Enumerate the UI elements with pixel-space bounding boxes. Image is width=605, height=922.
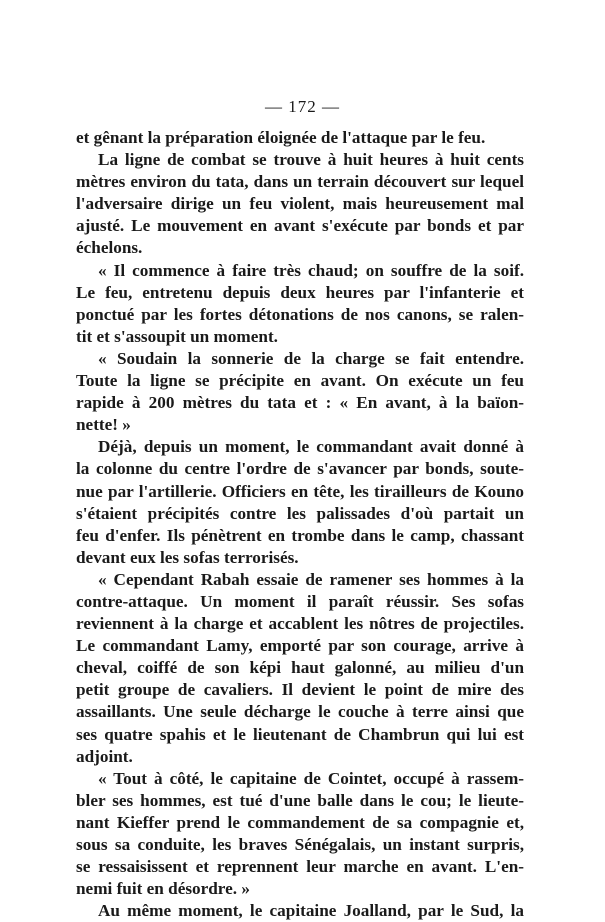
text-line: sous sa conduite, les braves Sénégalais, un instant surpris, [76,835,524,854]
text-line: reviennent à la charge et accablent les nôtres de projectiles. [76,614,524,634]
text-line: feu d'enfer. Ils pénètrent en trombe dans le camp, chassant [76,525,524,545]
text-line: nue par l'artillerie. Officiers en tête, les tirailleurs de Kouno [76,481,524,501]
text-line: l'adversaire dirige un feu violent, mais heureusement mal [76,194,524,214]
text-line: assaillants. Une seule décharge le couche à terre ainsi que [76,702,524,722]
text-line: nemi fuit en désordre. » [76,879,250,899]
text-line: bler ses hommes, est tué d'une balle dans le cou; le lieute- [76,790,524,810]
text-line: nette! » [76,415,131,435]
text-line: ponctué par les fortes détonations de nos canons, se ralen- [76,304,524,324]
page-number: — 172 — [265,97,340,116]
text-line: ses quatre spahis et le lieutenant de Chambrun qui lui est [76,724,524,744]
text-line: Toute la ligne se précipite en avant. On exécute un feu [76,371,524,391]
text-line: ajusté. Le mouvement en avant s'exécute par bonds et par [76,216,524,236]
text-line: Le commandant Lamy, emporté par son courage, arrive à [76,636,524,656]
text-line: s'étaient précipités contre les palissades d'où partait un [76,503,524,523]
text-line: « Soudain la sonnerie de la charge se fait entendre. [98,348,524,368]
text-line: Déjà, depuis un moment, le commandant avait donné à [98,437,524,457]
text-line: rapide à 200 mètres du tata et : « En avant, à la baïon- [76,393,524,413]
text-line: « Cependant Rabah essaie de ramener ses hommes à la [98,569,524,589]
text-line: cheval, coiffé de son képi haut galonné, au milieu d'un [76,658,524,678]
body-text [76,127,524,922]
text-line: se ressaisissent et reprennent leur marche en avant. L'en- [76,857,524,877]
text-line: nant Kieffer prend le commandement de sa compagnie et, [76,812,524,832]
text-line: mètres environ du tata, dans un terrain découvert sur lequel [76,172,524,192]
text-line: La ligne de combat se trouve à huit heures à huit cents [98,150,524,170]
text-line: Au même moment, le capitaine Joalland, par le Sud, la [98,901,524,921]
text-line: petit groupe de cavaliers. Il devient le point de mire des [76,680,524,700]
text-line: contre-attaque. Un moment il paraît réussir. Ses sofas [76,591,524,611]
text-line: Le feu, entretenu depuis deux heures par l'infanterie et [76,282,524,302]
text-line: échelons. [76,238,143,258]
text-line: adjoint. [76,746,133,766]
text-line: « Tout à côté, le capitaine de Cointet, occupé à rassem- [98,768,524,788]
text-line: « Il commence à faire très chaud; on souffre de la soif. [98,260,524,280]
text-line: la colonne du centre l'ordre de s'avancer par bonds, soute- [76,459,524,479]
text-line: devant eux les sofas terrorisés. [76,547,299,567]
text-line: et gênant la préparation éloignée de l'attaque par le feu. [76,128,486,147]
text-line: tit et s'assoupit un moment. [76,326,278,346]
